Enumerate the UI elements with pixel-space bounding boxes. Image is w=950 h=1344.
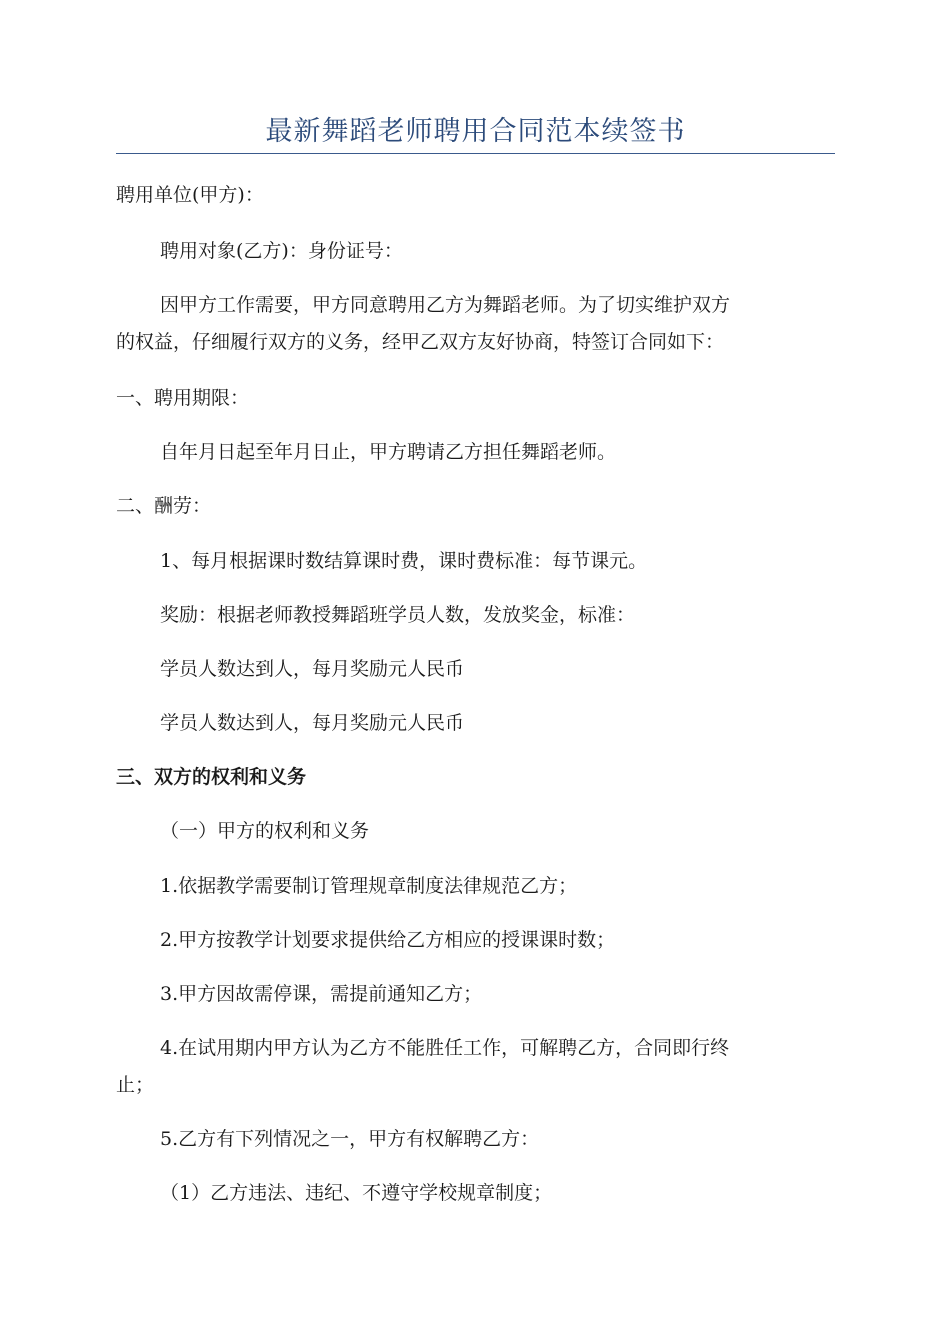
party-a-item-5: 5.乙方有下列情况之一，甲方有权解聘乙方：	[160, 1128, 540, 1150]
intro-paragraph-line-1: 因甲方工作需要，甲方同意聘用乙方为舞蹈老师。为了切实维护双方	[160, 294, 731, 316]
party-a-item-4-line-1: 4.在试用期内甲方认为乙方不能胜任工作，可解聘乙方，合同即行终	[160, 1037, 730, 1059]
reward-tier-1: 学员人数达到人，每月奖励元人民币	[160, 658, 465, 680]
employer-line: 聘用单位(甲方)：	[116, 184, 264, 206]
section-heading-rights: 三、双方的权利和义务	[116, 766, 307, 788]
employee-line: 聘用对象(乙方)：身份证号：	[160, 240, 403, 262]
document-title: 最新舞蹈老师聘用合同范本续签书	[265, 116, 686, 147]
intro-paragraph-line-2: 的权益，仔细履行双方的义务，经甲乙双方友好协商，特签订合同如下：	[116, 331, 725, 353]
section-heading-term: 一、聘用期限：	[116, 387, 250, 409]
term-text: 自年月日起至年月日止，甲方聘请乙方担任舞蹈老师。	[160, 441, 617, 463]
party-a-item-1: 1.依据教学需要制订管理规章制度法律规范乙方；	[160, 875, 578, 897]
party-a-item-4-line-2: 止；	[116, 1074, 155, 1096]
party-a-item-5-sub-1: （1）乙方违法、违纪、不遵守学校规章制度；	[160, 1182, 553, 1204]
party-a-item-3: 3.甲方因故需停课，需提前通知乙方；	[160, 983, 483, 1005]
reward-text: 奖励：根据老师教授舞蹈班学员人数，发放奖金，标准：	[160, 604, 636, 626]
party-a-item-2: 2.甲方按教学计划要求提供给乙方相应的授课课时数；	[160, 929, 616, 951]
pay-item-1: 1、每月根据课时数结算课时费，课时费标准：每节课元。	[160, 550, 648, 572]
title-underline	[116, 153, 835, 154]
reward-tier-2: 学员人数达到人，每月奖励元人民币	[160, 712, 465, 734]
subsection-party-a: （一）甲方的权利和义务	[160, 820, 370, 842]
section-heading-pay: 二、酬劳：	[116, 495, 212, 517]
